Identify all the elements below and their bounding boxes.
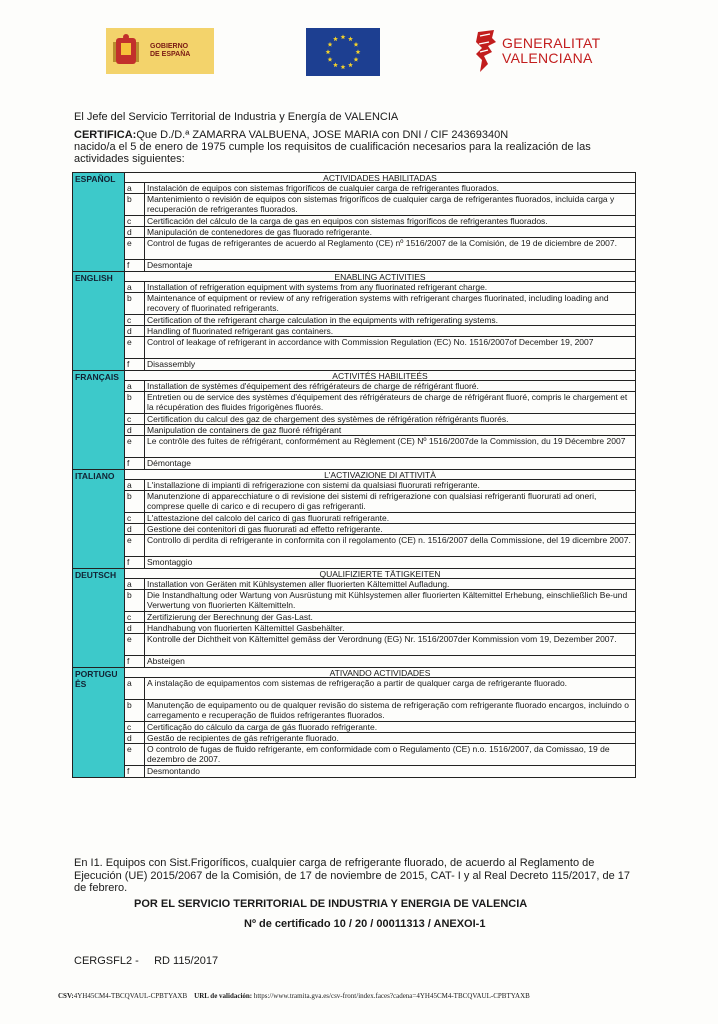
eu-star-icon <box>356 49 361 54</box>
activity-row <box>125 744 635 766</box>
activity-letter: e <box>125 436 145 457</box>
activity-row <box>125 700 635 722</box>
activity-text: Zertifizierung der Berechnung der Gas-Last. <box>147 612 313 622</box>
activity-letter: b <box>125 293 145 314</box>
activity-text: Handhabung von fluorierten Kältemittel Gasbehälter. <box>147 623 345 633</box>
gobierno-logo-text: GOBIERNO DE ESPAÑA <box>150 43 191 58</box>
language-label: PORTUGU ÊS <box>73 668 125 777</box>
closing-paragraph: En I1. Equipos con Sist.Frigoríficos, cualquier carga de refrigerante fluorado, de acuerdo al Reglamento de Ejecución (UE) 2015/2067 de la Comisión, de 17 de noviembre de 2015, CAT- I y al Real Decreto 115/2017, de 17 de febrero. <box>74 857 631 894</box>
activity-row <box>125 238 635 260</box>
section-title: ACTIVITÉS HABILITEÉS <box>125 371 635 381</box>
activity-row <box>125 326 635 337</box>
activity-row <box>125 557 635 568</box>
activity-row <box>125 612 635 623</box>
eu-star-icon <box>328 57 333 62</box>
eu-star-icon <box>326 49 331 54</box>
activity-row <box>125 260 635 271</box>
activity-text: Manutenção de equipamento ou de qualquer revisão do sistema de refrigeração com refrigerante fluorado encargos, incluindo o carregamento e recuperação de fluidos refrigerantes fluorados. <box>147 700 629 720</box>
eu-star-icon <box>348 36 353 41</box>
activity-letter: b <box>125 590 145 611</box>
activity-row <box>125 216 635 227</box>
activity-row <box>125 337 635 359</box>
activity-text: Handling of fluorinated refrigerant gas containers. <box>147 326 334 336</box>
activity-letter: e <box>125 634 145 655</box>
eu-star-icon <box>341 34 346 39</box>
activity-row <box>125 381 635 392</box>
activity-letter: b <box>125 194 145 215</box>
activity-row <box>125 359 635 370</box>
activity-letter: c <box>125 722 145 732</box>
activity-text: Démontage <box>147 458 191 468</box>
activity-text: Certificação do cálculo da carga de gás fluorado refrigerante. <box>147 722 378 732</box>
activity-text: Le contrôle des fuites de réfrigérant, conformément au Règlement (CE) Nº 1516/2007de la Commission, du 19 Décembre 2007 <box>147 436 626 446</box>
url-label: URL de validación: <box>194 992 253 1000</box>
activity-letter: d <box>125 227 145 237</box>
eu-star-icon <box>348 62 353 67</box>
activity-letter: c <box>125 216 145 226</box>
activity-letter: a <box>125 282 145 292</box>
activity-row <box>125 590 635 612</box>
activity-text: Installation de systèmes d'équipement des réfrigérateurs de charge de réfrigérant fluoré. <box>147 381 479 391</box>
activity-row <box>125 678 635 700</box>
csv-value: 4YH45CM4-TBCQVAUL-CPBTYAXB <box>73 992 188 1000</box>
activity-letter: a <box>125 381 145 391</box>
activity-row <box>125 623 635 634</box>
language-section <box>72 172 636 272</box>
certifica-paragraph <box>74 129 634 165</box>
certifica-label: CERTIFICA: <box>74 129 137 141</box>
section-title: L'ACTIVAZIONE DI ATTIVITÀ <box>125 470 635 480</box>
activity-text: Mantenimiento o revisión de equipos con sistemas frigoríficos de cualquier carga de refrigerantes fluorados, incluida carga y recuperación de refrigerantes fluorados. <box>147 194 615 214</box>
activity-text: Manipulación de contenedores de gas fluorado refrigerante. <box>147 227 372 237</box>
activity-row <box>125 392 635 414</box>
language-section <box>72 569 636 668</box>
cergs-code: CERGSFL2 - RD 115/2017 <box>74 955 219 967</box>
activity-text: Die Instandhaltung oder Wartung von Ausrüstung mit Kühlsystemen aller fluorierten Kältemittel Erhebung, einschließlich Be-und Verwertung von fluorierten Kältemitteln. <box>147 590 628 610</box>
activity-row <box>125 535 635 557</box>
generalitat-valenciana-logo <box>474 26 604 76</box>
section-title: ENABLING ACTIVITIES <box>125 272 635 282</box>
eu-star-icon <box>333 62 338 67</box>
language-section <box>72 371 636 470</box>
activity-row <box>125 293 635 315</box>
activity-letter: a <box>125 183 145 193</box>
language-label: FRANÇAIS <box>73 371 125 469</box>
section-title: ATIVANDO ACTIVIDADES <box>125 668 635 678</box>
activity-text: Desmontando <box>147 766 200 776</box>
activity-text: A instalação de equipamentos com sistemas de refrigeração a partir de qualquer carga de refrigerante fluorado. <box>147 678 568 688</box>
activity-letter: f <box>125 766 145 777</box>
activity-row <box>125 315 635 326</box>
section-title: ACTIVIDADES HABILITADAS <box>125 173 635 183</box>
activity-text: Control of leakage of refrigerant in accordance with Commission Regulation (EC) No. 1516/2007of December 19, 2007 <box>147 337 594 347</box>
activity-letter: e <box>125 238 145 259</box>
activity-row <box>125 656 635 667</box>
gva-logo-text: GENERALITAT VALENCIANA <box>502 35 601 66</box>
activity-letter: f <box>125 260 145 271</box>
activity-letter: d <box>125 326 145 336</box>
activity-letter: b <box>125 491 145 512</box>
activity-text: Gestão de recipientes de gás refrigerante fluorado. <box>147 733 339 743</box>
activity-row <box>125 425 635 436</box>
activity-letter: f <box>125 656 145 667</box>
activity-text: Disassembly <box>147 359 196 369</box>
activity-text: Instalación de equipos con sistemas frigoríficos de cualquier carga de refrigerantes fluorados. <box>147 183 499 193</box>
activity-row <box>125 634 635 656</box>
gva-bat-icon <box>474 28 498 74</box>
activity-text: Desmontaje <box>147 260 193 270</box>
csv-label: CSV: <box>58 992 74 1000</box>
gobierno-espana-logo <box>106 28 214 74</box>
activity-text: Manutenzione di apparecchiature o di revisione dei sistemi di refrigerazione con qualsiasi refrigeranti fluorurati ad oneri, comprese quelle di carico e di recupero di gas refrigeranti. <box>147 491 597 511</box>
activity-letter: f <box>125 557 145 568</box>
eu-star-icon <box>341 64 346 69</box>
activity-row <box>125 524 635 535</box>
eu-star-icon <box>354 57 359 62</box>
service-signature-line: POR EL SERVICIO TERRITORIAL DE INDUSTRIA Y ENERGIA DE VALENCIA <box>134 898 528 910</box>
activity-row <box>125 458 635 469</box>
activity-letter: c <box>125 612 145 622</box>
activity-row <box>125 183 635 194</box>
activity-text: Certification of the refrigerant charge calculation in the equipments with refrigerating systems. <box>147 315 499 325</box>
language-label: ITALIANO <box>73 470 125 568</box>
activity-row <box>125 722 635 733</box>
activity-letter: c <box>125 414 145 424</box>
activity-row <box>125 227 635 238</box>
spain-coat-of-arms-icon <box>106 28 146 74</box>
language-section <box>72 668 636 778</box>
activity-letter: b <box>125 392 145 413</box>
section-title: QUALIFIZIERTE TÄTIGKEITEN <box>125 569 635 579</box>
activity-letter: a <box>125 480 145 490</box>
activity-letter: a <box>125 579 145 589</box>
activity-row <box>125 282 635 293</box>
certifica-holder: Que D./D.ª ZAMARRA VALBUENA, JOSE MARIA con DNI / CIF 24369340N <box>136 129 509 141</box>
activity-row <box>125 491 635 513</box>
activity-text: L'attestazione del calcolo del carico di gas fluorurati refrigerante. <box>147 513 390 523</box>
activity-row <box>125 513 635 524</box>
url-value: https://www.tramita.gva.es/csv-front/index.faces?cadena=4YH45CM4-TBCQVAUL-CPBTYAXB <box>253 992 530 1000</box>
language-label: ENGLISH <box>73 272 125 370</box>
activity-letter: f <box>125 359 145 370</box>
activities-table <box>72 172 636 778</box>
activity-row <box>125 733 635 744</box>
activity-letter: a <box>125 678 145 699</box>
certifica-detail: nacido/a el 5 de enero de 1975 cumple los requisitos de cualificación necesarios para la realización de las actividades siguientes: <box>74 141 591 165</box>
activity-text: Gestione dei contenitori di gas fluorurati ad effetto refrigerante. <box>147 524 383 534</box>
european-union-flag-icon <box>306 28 380 76</box>
activity-text: Kontrolle der Dichtheit von Kältemittel gemäss der Verordnung (EG) Nr. 1516/2007der Kommission vom 19, Dezember 2007. <box>147 634 617 644</box>
activity-row <box>125 480 635 491</box>
activity-text: Absteigen <box>147 656 185 666</box>
activity-text: O controlo de fugas de fluido refrigerante, em conformidade com o Regulamento (CE) n.o. 1516/2007, da Comissao, 19 de dezembro de 2007. <box>147 744 610 764</box>
csv-validation-footer <box>58 992 530 1000</box>
activity-row <box>125 414 635 425</box>
activity-letter: b <box>125 700 145 721</box>
activity-text: Smontaggio <box>147 557 193 567</box>
activity-letter: d <box>125 733 145 743</box>
activity-text: Entretien ou de service des systèmes d'équipement des réfrigérateurs de charge de réfrigérant fluoré, compris le chargement et la récupération des fluides frigorigènes fluorés. <box>147 392 628 412</box>
activity-text: Maintenance of equipment or review of any refrigeration systems with refrigerant charges fluorinated, including loading and recovery of fluorinated refrigerants. <box>147 293 609 313</box>
language-label: DEUTSCH <box>73 569 125 667</box>
activity-text: Installation of refrigeration equipment with systems from any fluorinated refrigerant charge. <box>147 282 488 292</box>
language-label: ESPAÑOL <box>73 173 125 271</box>
activity-letter: d <box>125 425 145 435</box>
activity-letter: c <box>125 513 145 523</box>
eu-star-icon <box>333 36 338 41</box>
activity-row <box>125 766 635 777</box>
activity-text: Certificación del cálculo de la carga de gas en equipos con sistemas frigoríficos de refrigerantes fluorados. <box>147 216 548 226</box>
activity-text: Controllo di perdita di refrigerante in conformita con il regolamento (CE) n. 1516/2007 della Commissione, del 19 dicembre 2007. <box>147 535 631 545</box>
activity-text: L'installazione di impianti di refrigerazione con sistemi da qualsiasi fluorurati refrigerante. <box>147 480 480 490</box>
activity-row <box>125 436 635 458</box>
activity-letter: f <box>125 458 145 469</box>
activity-text: Certification du calcul des gaz de chargement des systèmes de réfrigération réfrigérants fluorés. <box>147 414 509 424</box>
activity-letter: e <box>125 337 145 358</box>
activity-text: Manipulation de containers de gaz fluoré réfrigérant <box>147 425 342 435</box>
activity-letter: d <box>125 524 145 534</box>
language-section <box>72 470 636 569</box>
activity-letter: e <box>125 535 145 556</box>
eu-star-icon <box>354 42 359 47</box>
activity-text: Installation von Geräten mit Kühlsystemen aller fluorierten Kältemittel Aufladung. <box>147 579 450 589</box>
issuer-line: El Jefe del Servicio Territorial de Industria y Energía de VALENCIA <box>74 111 399 123</box>
activity-letter: e <box>125 744 145 765</box>
language-section <box>72 272 636 371</box>
activity-row <box>125 194 635 216</box>
activity-text: Control de fugas de refrigerantes de acuerdo al Reglamento (CE) nº 1516/2007 de la Comisión, de 19 de diciembre de 2007. <box>147 238 617 248</box>
activity-letter: c <box>125 315 145 325</box>
eu-star-icon <box>328 42 333 47</box>
activity-row <box>125 579 635 590</box>
activity-letter: d <box>125 623 145 633</box>
certificate-number: Nº de certificado 10 / 20 / 00011313 / ANEXOI-1 <box>244 918 486 930</box>
